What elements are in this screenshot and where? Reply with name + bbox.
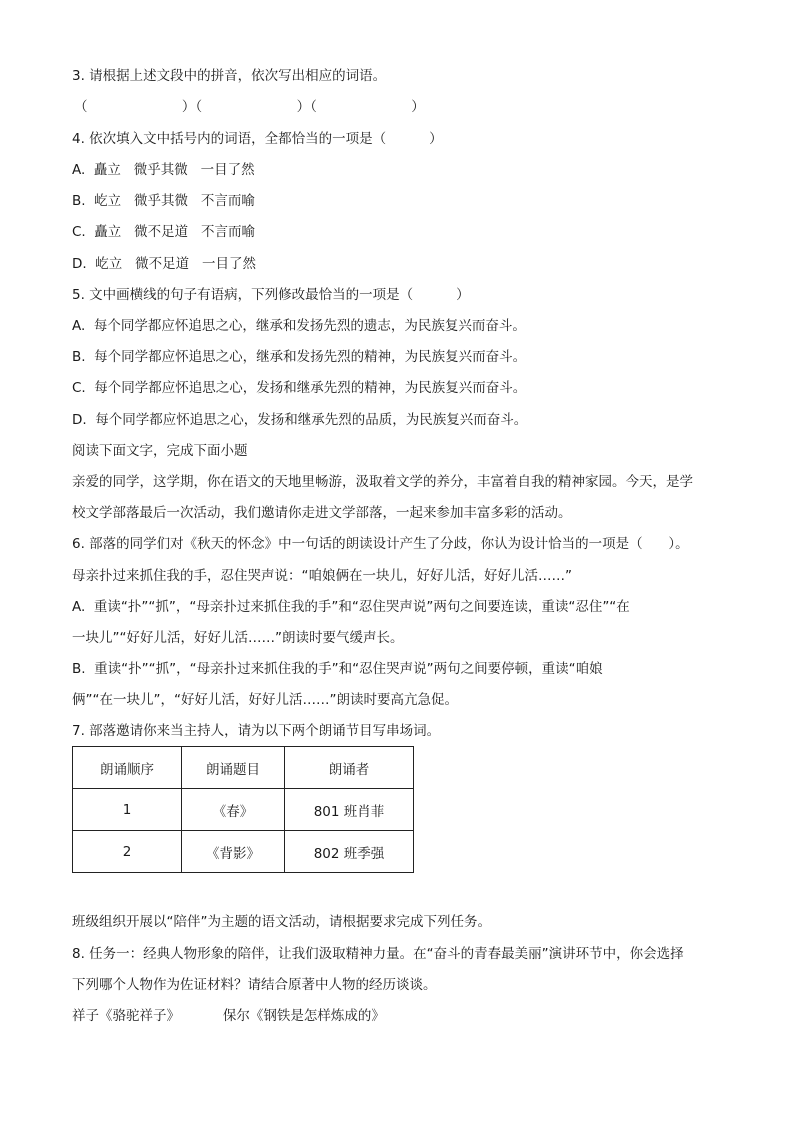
- q5-option-a: A. 每个同学都应怀追思之心，继承和发扬先烈的遗志，为民族复兴而奋斗。: [72, 318, 526, 334]
- table-cell: 《春》: [182, 789, 285, 831]
- q6-prompt: 6. 部落的同学们对《秋天的怀念》中一句话的朗读设计产生了分歧，你认为设计恰当的一项是（ ）。: [72, 536, 689, 552]
- reading-intro: 阅读下面文字，完成下面小题: [72, 443, 248, 459]
- q6-option-a-line-1: A. 重读“扑”“抓”，“母亲扑过来抓住我的手”和“忍住哭声说”两句之间要连读，重读“忍住”“在: [72, 599, 630, 615]
- q3-answer-blanks: （ ）（ ）（ ）: [74, 99, 425, 115]
- q4-option-d: D. 屹立 微不足道 一目了然: [72, 256, 257, 272]
- q3-prompt: 3. 请根据上述文段中的拼音，依次写出相应的词语。: [72, 68, 387, 84]
- q6-option-b-line-2: 俩”“在一块儿”，“好好儿活，好好儿活……”朗读时要高亢急促。: [72, 692, 458, 708]
- table-cell: 802 班季强: [285, 831, 414, 873]
- table-header: 朗诵顺序: [73, 747, 182, 789]
- q8-prompt-line-2: 下列哪个人物作为佐证材料？请结合原著中人物的经历谈谈。: [72, 977, 437, 993]
- q6-quote: 母亲扑过来抓住我的手，忍住哭声说：“咱娘俩在一块儿，好好儿活，好好儿活……”: [72, 568, 572, 584]
- q5-prompt: 5. 文中画横线的句子有语病，下列修改最恰当的一项是（ ）: [72, 287, 470, 303]
- table-cell: 801 班肖菲: [285, 789, 414, 831]
- table-row: [73, 831, 414, 873]
- q4-option-a: A. 矗立 微乎其微 一目了然: [72, 162, 255, 178]
- table-header-row: [73, 747, 414, 789]
- q4-prompt: 4. 依次填入文中括号内的词语，全都恰当的一项是（ ）: [72, 131, 443, 147]
- activity-intro: 班级组织开展以“陪伴”为主题的语文活动，请根据要求完成下列任务。: [72, 914, 491, 930]
- q5-option-b: B. 每个同学都应怀追思之心，继承和发扬先烈的精神，为民族复兴而奋斗。: [72, 349, 527, 365]
- table-row: [73, 789, 414, 831]
- recitation-table: [72, 746, 414, 873]
- q5-option-c: C. 每个同学都应怀追思之心，发扬和继承先烈的精神，为民族复兴而奋斗。: [72, 380, 527, 396]
- table-cell: 2: [73, 831, 182, 873]
- table-cell: 《背影》: [182, 831, 285, 873]
- reading-passage-line-2: 校文学部落最后一次活动，我们邀请你走进文学部落，一起来参加丰富多彩的活动。: [72, 505, 572, 521]
- q8-prompt-line-1: 8. 任务一：经典人物形象的陪伴，让我们汲取精神力量。在“奋斗的青春最美丽”演讲环节中，你会选择: [72, 946, 684, 962]
- q6-option-a-line-2: 一块儿”“好好儿活，好好儿活……”朗读时要气缓声长。: [72, 630, 404, 646]
- table-cell: 1: [73, 789, 182, 831]
- q4-option-b: B. 屹立 微乎其微 不言而喻: [72, 193, 255, 209]
- table-header: 朗诵者: [285, 747, 414, 789]
- q5-option-d: D. 每个同学都应怀追思之心，发扬和继承先烈的品质，为民族复兴而奋斗。: [72, 412, 528, 428]
- reading-passage-line-1: 亲爱的同学，这学期，你在语文的天地里畅游，汲取着文学的养分，丰富着自我的精神家园。今天，是学: [72, 474, 693, 490]
- q4-option-c: C. 矗立 微不足道 不言而喻: [72, 224, 256, 240]
- table-header: 朗诵题目: [182, 747, 285, 789]
- q7-prompt: 7. 部落邀请你来当主持人，请为以下两个朗诵节目写串场词。: [72, 723, 441, 739]
- q6-option-b-line-1: B. 重读“扑”“抓”，“母亲扑过来抓住我的手”和“忍住哭声说”两句之间要停顿，重读“咱娘: [72, 661, 603, 677]
- q8-choices: 祥子《骆驼祥子》 保尔《钢铁是怎样炼成的》: [72, 1008, 385, 1024]
